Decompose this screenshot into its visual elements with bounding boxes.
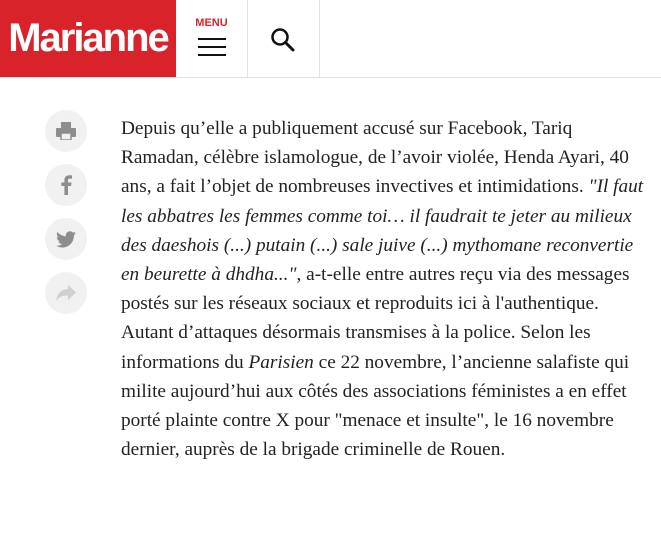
print-icon <box>56 122 76 140</box>
menu-button[interactable] <box>176 0 248 77</box>
hamburger-icon <box>198 38 226 58</box>
share-icon <box>56 285 76 301</box>
source-name: Parisien <box>248 351 314 373</box>
search-icon <box>270 27 296 53</box>
menu-label: MENU <box>195 17 228 29</box>
article-paragraph <box>121 114 646 464</box>
quote-text: "Il faut les abbatres les femmes comme toi… il faudrait te jeter au milieux des daeshois (...) putain (...) sale juive (...) mythomane reconvertie en beurette à dhdha..." <box>121 176 644 286</box>
article-text: Depuis qu’elle a publiquement accusé sur Facebook, Tariq Ramadan, célèbre islamologue, de l’avoir violée, Henda Ayari, 40 ans, a fait l’objet de nombreuses invectives et intimidations. <box>121 118 629 198</box>
logo-text: Marianne <box>8 16 168 60</box>
facebook-icon <box>60 175 72 195</box>
twitter-icon <box>56 231 76 248</box>
search-button[interactable] <box>248 0 320 77</box>
facebook-share-button[interactable] <box>45 164 87 206</box>
twitter-share-button[interactable] <box>45 218 87 260</box>
share-button[interactable] <box>45 272 87 314</box>
article-text: ce 22 novembre, l’ancienne salafiste qui milite aujourd’hui aux côtés des associations féministes a en effet porté plainte contre X pour "menace et insulte", le 16 novembre dernier, auprès de la brigade criminelle de Rouen. <box>121 351 630 461</box>
article-text: , a-t-elle entre autres reçu via des messages postés sur les réseaux sociaux et reproduits ici à l'authentique. Autant d’attaques désormais transmises à la police. Selon les informations du <box>121 264 630 373</box>
print-button[interactable] <box>45 110 87 152</box>
article-body <box>121 114 646 464</box>
site-header <box>0 0 661 78</box>
site-logo[interactable] <box>0 0 176 77</box>
